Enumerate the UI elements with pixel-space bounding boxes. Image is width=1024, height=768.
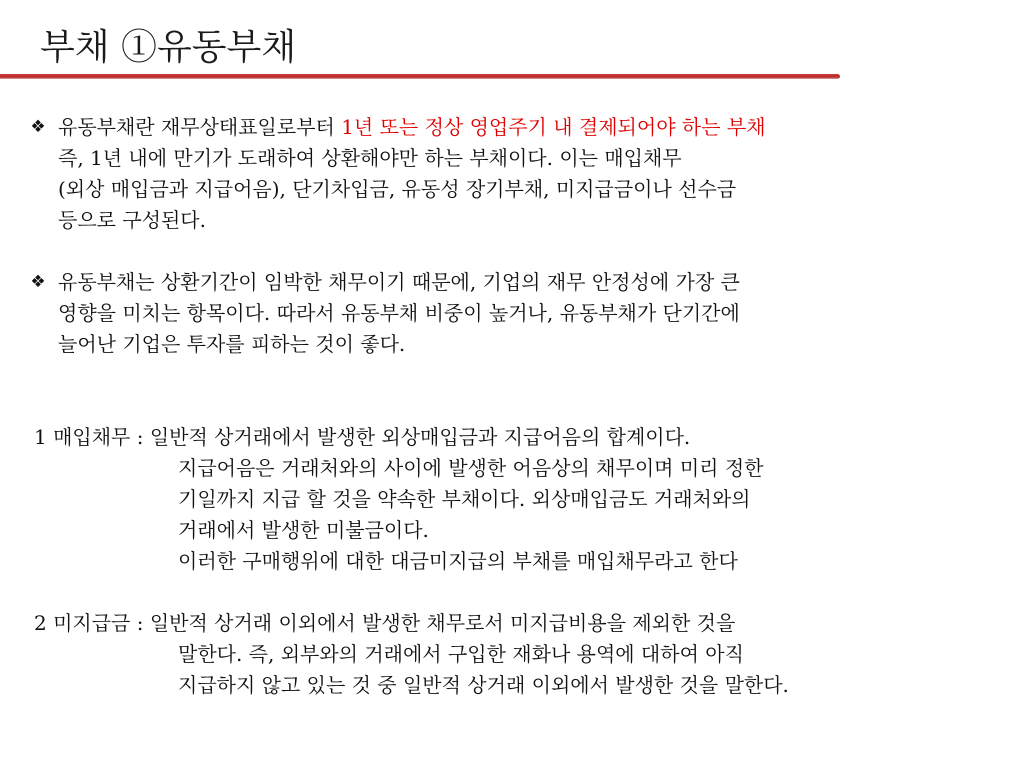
diamond-bullet-icon: ❖ — [30, 272, 46, 292]
bullet-line: 유동부채는 상환기간이 임박한 채무이기 때문에, 기업의 재무 안정성에 가장 큰 — [58, 270, 740, 294]
definition-line: 기일까지 지급 할 것을 약속한 부채이다. 외상매입금도 거래처와의 — [178, 487, 751, 511]
definition-line: 지급하지 않고 있는 것 중 일반적 상거래 이외에서 발생한 것을 말한다. — [178, 673, 789, 697]
definition-heading: 1 매입채무 : 일반적 상거래에서 발생한 외상매입금과 지급어음의 합계이다. — [34, 425, 691, 449]
bullet-line: 늘어난 기업은 투자를 피하는 것이 좋다. — [58, 332, 406, 356]
bullet-item-current-liabilities-definition — [26, 112, 1006, 236]
bullet-list — [26, 112, 1006, 391]
diamond-bullet-icon: ❖ — [30, 117, 46, 137]
definition-line: 이러한 구매행위에 대한 대금미지급의 부채를 매입채무라고 한다 — [178, 549, 738, 573]
definition-line: 지급어음은 거래처와의 사이에 발생한 어음상의 채무이며 미리 정한 — [178, 456, 764, 480]
definition-heading: 2 미지급금 : 일반적 상거래 이외에서 발생한 채무로서 미지급비용을 제외한 것을 — [34, 611, 736, 635]
highlighted-text: 1년 또는 정상 영업주기 내 결제되어야 하는 부채 — [341, 115, 766, 139]
bullet-line: 등으로 구성된다. — [58, 208, 206, 232]
definition-other-payables — [34, 608, 1014, 701]
bullet-line: (외상 매입금과 지급어음), 단기차입금, 유동성 장기부채, 미지급금이나 선수금 — [58, 177, 737, 201]
title-underline — [0, 74, 840, 79]
slide-title: 부채 ①유동부채 — [40, 27, 297, 68]
definition-line: 거래에서 발생한 미불금이다. — [178, 518, 429, 542]
bullet-line — [58, 112, 1006, 143]
bullet-line: 즉, 1년 내에 만기가 도래하여 상환해야만 하는 부채이다. 이는 매입채무 — [58, 146, 682, 170]
definition-line: 말한다. 즉, 외부와의 거래에서 구입한 재화나 용역에 대하여 아직 — [178, 642, 744, 666]
definition-accounts-payable — [34, 422, 1014, 577]
bullet-text: 유동부채란 재무상태표일로부터 — [58, 115, 342, 139]
definition-list — [34, 422, 1014, 732]
bullet-item-investment-note — [26, 267, 1006, 360]
bullet-line: 영향을 미치는 항목이다. 따라서 유동부채 비중이 높거나, 유동부채가 단기간에 — [58, 301, 740, 325]
